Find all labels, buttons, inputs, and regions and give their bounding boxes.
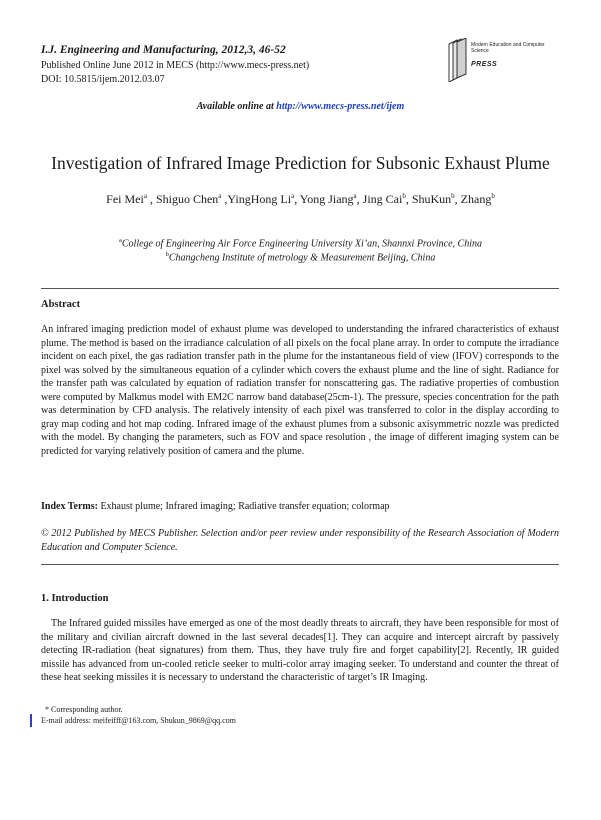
author-sep: , — [221, 192, 228, 206]
footnote-corresponding: * Corresponding author. — [45, 705, 123, 714]
author-sup: a — [291, 192, 295, 200]
author: Fei Mei — [106, 192, 144, 206]
book-stack-icon — [447, 38, 471, 82]
author: YingHong Li — [227, 192, 292, 206]
author-sup: a — [218, 192, 222, 200]
affiliation-text: College of Engineering Air Force Engineering University Xi’an, Shannxi Province, China — [121, 238, 482, 250]
logo-press: PRESS — [471, 61, 498, 68]
introduction-heading: 1. Introduction — [41, 593, 109, 604]
margin-marker — [30, 714, 32, 727]
author-sup: a — [353, 192, 357, 200]
author-sep: , — [405, 192, 412, 206]
footnote-email: E-mail address: meifeifff@163.com, Shukun_9869@qq.com — [41, 716, 236, 725]
affiliation-text: Changcheng Institute of metrology & Measurement Beijing, China — [168, 252, 436, 264]
copyright-notice: © 2012 Published by MECS Publisher. Selection and/or peer review under responsibility of the Research Association of Modern Education and Computer Science. — [41, 528, 559, 553]
index-terms-list: Exhaust plume; Infrared imaging; Radiative transfer equation; colormap — [97, 501, 390, 512]
affiliation-a — [0, 237, 601, 249]
doi: DOI: 10.5815/ijem.2012.03.07 — [41, 74, 165, 85]
author-sup: b — [402, 192, 406, 200]
author-sep: , — [356, 192, 363, 206]
journal-link[interactable]: http://www.mecs-press.net/ijem — [276, 101, 405, 112]
logo-text: Modern Education and Computer Science — [471, 42, 545, 54]
available-prefix: Available online at — [196, 101, 277, 112]
divider — [41, 288, 559, 289]
author-sep: , — [454, 192, 461, 206]
abstract-heading: Abstract — [41, 299, 81, 310]
author: Yong Jiang — [299, 192, 354, 206]
author: Zhang — [460, 192, 492, 206]
mecs-press-logo — [447, 38, 567, 86]
paper-title: Investigation of Infrared Image Prediction for Subsonic Exhaust Plume — [51, 153, 550, 173]
affiliation-b — [0, 251, 601, 263]
abstract-text: An infrared imaging prediction model of exhaust plume was developed to understanding the infrared characteristics of exhaust plume. The method is based on the irradiance calculation of all pixels on the focal plane array. In order to compute the irradiance incident on each pixel, the gas radiation transfer path in the plume for the instantaneous field of view (IFOV) corresponds to the pixel was solved by the simultaneous equation of a cylinder which covers the exhaust plume and the line of sight. Radiance for the transfer path was calculated by equation of radiation transfer for nonscattering gas. The radiative properties of combustion were computed by Malkmus model with EM2C narrow band database(25cm-1). The pressure, species concentration for the path was determination by CFD analysis. The relatively intensity of each pixel was transferred to color in the display according to gray map coding and hot map coding. Infrared image of the exhaust plumes from a subsonic axisymmetric nozzle was predicted with the model. By changing the parameters, such as FOV and space resolution , the image of different imaging system can be predicted for varying relatively position of camera and the plume. — [41, 324, 559, 457]
author-sup: a — [143, 192, 147, 200]
divider — [41, 564, 559, 565]
author-sep: , — [294, 192, 300, 206]
available-online — [0, 101, 601, 112]
index-terms — [41, 500, 559, 514]
published-online: Published Online June 2012 in MECS (http://www.mecs-press.net) — [41, 60, 310, 71]
author-sep: , — [146, 192, 156, 206]
author: ShuKun — [411, 192, 452, 206]
index-terms-label: Index Terms: — [41, 501, 98, 512]
journal-citation: I.J. Engineering and Manufacturing, 2012,3, 46-52 — [41, 44, 286, 56]
author: Shiguo Chen — [155, 192, 219, 206]
author-sup: b — [491, 192, 495, 200]
author-sup: b — [451, 192, 455, 200]
author: Jing Cai — [362, 192, 403, 206]
affiliation-sup: b — [165, 251, 169, 258]
introduction-text: The Infrared guided missiles have emerged as one of the most deadly threats to aircraft, they have been responsible for most of the military and civilian aircraft downed in the last several decades[1]. They can acquire and intercept aircraft by passively detecting IR-radiation (heat signatures) from them. Thus, they have truly fire and forget capability[2]. Recently, IR guided missile has advanced from un-cooled reticle seeker to multi-color array imaging seeker. To understand and counter the threat of these heat seeking missiles it is necessary to understand the characteristic of target’s IR Imaging. — [41, 618, 559, 683]
affiliation-sup: a — [118, 237, 122, 244]
author-list — [0, 192, 601, 207]
